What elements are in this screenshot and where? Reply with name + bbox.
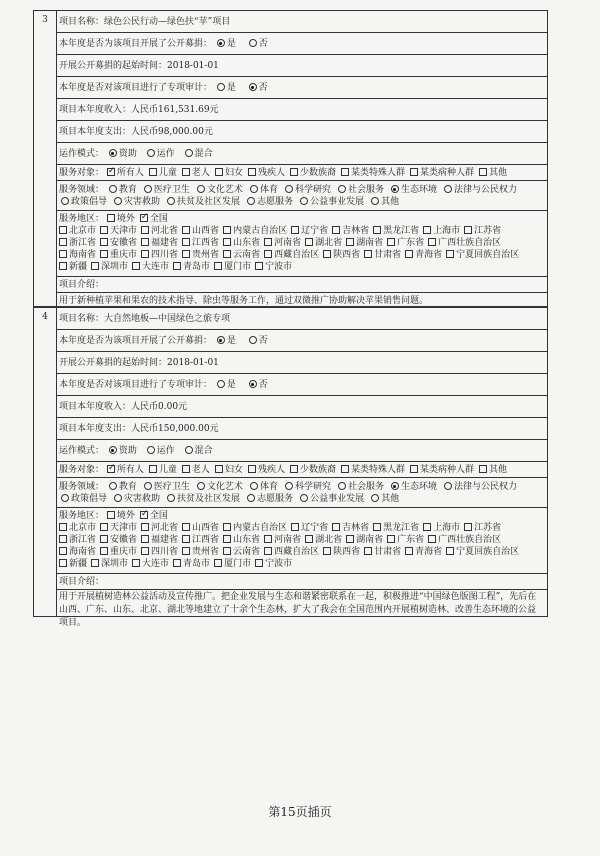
province-checkbox[interactable] bbox=[59, 262, 67, 270]
target-checkbox[interactable] bbox=[341, 465, 349, 473]
field-radio[interactable] bbox=[444, 482, 452, 490]
province-checkbox[interactable] bbox=[132, 262, 140, 270]
province-checkbox[interactable] bbox=[59, 535, 67, 543]
province-checkbox[interactable] bbox=[446, 250, 454, 258]
field-radio[interactable] bbox=[109, 185, 117, 193]
target-checkbox[interactable] bbox=[107, 168, 115, 176]
fundraise-yes-radio[interactable] bbox=[217, 39, 225, 47]
mode-operate-radio[interactable] bbox=[147, 446, 155, 454]
province-checkbox[interactable] bbox=[182, 535, 190, 543]
province-checkbox[interactable] bbox=[346, 535, 354, 543]
province-checkbox[interactable] bbox=[182, 226, 190, 234]
target-checkbox[interactable] bbox=[341, 168, 349, 176]
province-checkbox[interactable] bbox=[182, 547, 190, 555]
region-national-checkbox[interactable] bbox=[140, 214, 148, 222]
expense-row: 项目本年度支出：人民币98,000.00元 bbox=[56, 121, 547, 143]
target-checkbox[interactable] bbox=[149, 168, 157, 176]
field-radio[interactable] bbox=[109, 482, 117, 490]
province-checkbox[interactable] bbox=[132, 559, 140, 567]
province-checkbox[interactable] bbox=[182, 250, 190, 258]
province-checkbox[interactable] bbox=[423, 226, 431, 234]
target-checkbox[interactable] bbox=[215, 465, 223, 473]
province-checkbox[interactable] bbox=[323, 250, 331, 258]
intro-row bbox=[56, 293, 547, 308]
target-checkbox[interactable] bbox=[248, 465, 256, 473]
target-checkbox[interactable] bbox=[479, 168, 487, 176]
province-checkbox[interactable] bbox=[59, 238, 67, 246]
province-checkbox[interactable] bbox=[182, 238, 190, 246]
province-checkbox[interactable] bbox=[141, 250, 149, 258]
audit-no-radio[interactable] bbox=[249, 83, 257, 91]
expense-row: 项目本年度支出：人民币150,000.00元 bbox=[56, 418, 547, 440]
project-number: 3 bbox=[42, 15, 48, 25]
province-checkbox[interactable] bbox=[264, 250, 272, 258]
target-checkbox[interactable] bbox=[479, 465, 487, 473]
province-checkbox[interactable] bbox=[100, 238, 108, 246]
province-grid: 北京市 天津市 河北省 山西省 内蒙古自治区 辽宁省 吉林省 黑龙江省 上海市 江苏省 浙江省 安徽省 福建省 江西省 山东省 河南省 湖北省 湖南省 广东省 广西壮族自治区 海南省 重庆市 四川省 贵州省 云南省 西藏自治区 陕西省 甘肃省 青海省 宁夏回族自治区 新疆 深圳市 大连市 青岛市 厦门市 宁波市 bbox=[59, 522, 544, 570]
field-radio[interactable] bbox=[391, 482, 399, 490]
province-checkbox[interactable] bbox=[428, 238, 436, 246]
page-footer: 第15页插页 bbox=[268, 805, 332, 819]
province-checkbox[interactable] bbox=[59, 226, 67, 234]
province-checkbox[interactable] bbox=[100, 250, 108, 258]
field-radio[interactable] bbox=[285, 482, 293, 490]
province-checkbox[interactable] bbox=[364, 250, 372, 258]
project-block bbox=[33, 10, 548, 307]
province-checkbox[interactable] bbox=[91, 262, 99, 270]
fundraise-start-row: 开展公开募捐的起始时间：2018-01-01 bbox=[56, 352, 547, 374]
field-radio[interactable] bbox=[338, 482, 346, 490]
field-radio[interactable] bbox=[250, 482, 258, 490]
province-checkbox[interactable] bbox=[223, 226, 231, 234]
region-row: 服务地区： 境外✓ 全国 北京市 天津市 河北省 山西省 内蒙古自治区 辽宁省 吉林省 黑龙江省 上海市 江苏省 浙江省 安徽省 福建省 江西省 山东省 河南省 湖北省 湖南省 广东省 广西壮族自治区 海南省 重庆市 四川省 贵州省 云南省 西藏自治区 陕西省 甘肃省 青海省 宁夏回族自治区 新疆 深圳市 大连市 青岛市 厦门市 宁波市 bbox=[56, 211, 547, 277]
province-checkbox[interactable] bbox=[91, 559, 99, 567]
field-radio[interactable] bbox=[114, 197, 122, 205]
report-sheet bbox=[33, 10, 548, 770]
province-checkbox[interactable] bbox=[100, 547, 108, 555]
province-checkbox[interactable] bbox=[173, 262, 181, 270]
province-checkbox[interactable] bbox=[364, 547, 372, 555]
target-checkbox[interactable] bbox=[107, 465, 115, 473]
province-checkbox[interactable] bbox=[291, 523, 299, 531]
project-intro: 用于开展植树造林公益活动及宣传推广。把企业发展与生态和谐紧密联系在一起，积极推进“中国绿色版图工程”，先后在山西、广东、山东、北京、湖北等地建立了十余个生态林，扩大了我会在全国范围内开展植树造林、改善生态环境的公益项目。 bbox=[59, 592, 537, 628]
target-checkbox[interactable] bbox=[290, 465, 298, 473]
fundraise-start-date: 2018-01-01 bbox=[167, 358, 219, 368]
audit-row: 本年度是否对该项目进行了专项审计： 是 否 bbox=[56, 374, 547, 396]
field-radio[interactable] bbox=[61, 197, 69, 205]
income-value: 0.00元 bbox=[158, 402, 188, 412]
province-checkbox[interactable] bbox=[182, 523, 190, 531]
province-checkbox[interactable] bbox=[332, 226, 340, 234]
province-checkbox[interactable] bbox=[405, 250, 413, 258]
project-block bbox=[33, 307, 548, 628]
field-radio[interactable] bbox=[247, 197, 255, 205]
province-checkbox[interactable] bbox=[141, 523, 149, 531]
field-radio[interactable] bbox=[300, 197, 308, 205]
target-checkbox[interactable] bbox=[149, 465, 157, 473]
province-checkbox[interactable] bbox=[223, 547, 231, 555]
target-checkbox[interactable] bbox=[248, 168, 256, 176]
mode-funding-radio[interactable] bbox=[109, 446, 117, 454]
province-checkbox[interactable] bbox=[59, 523, 67, 531]
field-radio[interactable] bbox=[197, 482, 205, 490]
income-row: 项目本年度收入：人民币161,531.69元 bbox=[56, 99, 547, 121]
province-checkbox[interactable] bbox=[141, 238, 149, 246]
fundraise-yes-radio[interactable] bbox=[217, 336, 225, 344]
target-checkbox[interactable] bbox=[410, 465, 418, 473]
field-radio[interactable] bbox=[444, 185, 452, 193]
province-checkbox[interactable] bbox=[59, 250, 67, 258]
intro-row bbox=[56, 590, 547, 628]
audit-yes-radio[interactable] bbox=[217, 83, 225, 91]
province-checkbox[interactable] bbox=[100, 226, 108, 234]
field-radio[interactable] bbox=[167, 494, 175, 502]
province-checkbox[interactable] bbox=[387, 238, 395, 246]
province-checkbox[interactable] bbox=[214, 262, 222, 270]
province-checkbox[interactable] bbox=[214, 559, 222, 567]
target-checkbox[interactable] bbox=[182, 168, 190, 176]
province-checkbox[interactable] bbox=[464, 523, 472, 531]
province-checkbox[interactable] bbox=[423, 523, 431, 531]
field-row: 服务领域： 教育 医疗卫生 文化艺术 体育 科学研究 社会服务 生态环境 法律与公民权力 政策倡导 灾害救助 扶贫及社区发展 志愿服务 公益事业发展 其他 bbox=[56, 181, 547, 211]
province-checkbox[interactable] bbox=[223, 250, 231, 258]
target-checkbox[interactable] bbox=[215, 168, 223, 176]
region-overseas-checkbox[interactable] bbox=[107, 511, 115, 519]
field-radio[interactable] bbox=[61, 494, 69, 502]
province-checkbox[interactable] bbox=[141, 226, 149, 234]
province-checkbox[interactable] bbox=[264, 238, 272, 246]
mode-operate-radio[interactable] bbox=[147, 149, 155, 157]
province-checkbox[interactable] bbox=[291, 226, 299, 234]
province-checkbox[interactable] bbox=[141, 547, 149, 555]
field-radio[interactable] bbox=[391, 185, 399, 193]
region-row: 服务地区： 境外✓ 全国 北京市 天津市 河北省 山西省 内蒙古自治区 辽宁省 吉林省 黑龙江省 上海市 江苏省 浙江省 安徽省 福建省 江西省 山东省 河南省 湖北省 湖南省 广东省 广西壮族自治区 海南省 重庆市 四川省 贵州省 云南省 西藏自治区 陕西省 甘肃省 青海省 宁夏回族自治区 新疆 深圳市 大连市 青岛市 厦门市 宁波市 bbox=[56, 508, 547, 574]
fundraise-row: 本年度是否为该项目开展了公开募捐： 是 否 bbox=[56, 33, 547, 55]
mode-funding-radio[interactable] bbox=[109, 149, 117, 157]
province-checkbox[interactable] bbox=[264, 535, 272, 543]
target-checkbox[interactable] bbox=[182, 465, 190, 473]
project-name-row: 项目名称：绿色公民行动—绿色扶“苹”项目 bbox=[56, 11, 547, 33]
province-checkbox[interactable] bbox=[323, 547, 331, 555]
project-name-row: 项目名称：大自然地板—中国绿色之旅专项 bbox=[56, 308, 547, 330]
province-checkbox[interactable] bbox=[446, 547, 454, 555]
fundraise-start-row: 开展公开募捐的起始时间：2018-01-01 bbox=[56, 55, 547, 77]
target-checkbox[interactable] bbox=[290, 168, 298, 176]
province-checkbox[interactable] bbox=[223, 238, 231, 246]
province-checkbox[interactable] bbox=[373, 523, 381, 531]
mode-mixed-radio[interactable] bbox=[185, 149, 193, 157]
region-overseas-checkbox[interactable] bbox=[107, 214, 115, 222]
target-row: 服务对象： ✓ 所有人 儿童 老人 妇女 残疾人 少数族裔 某类特殊人群 某类病种人群 其他 bbox=[56, 462, 547, 478]
province-checkbox[interactable] bbox=[100, 535, 108, 543]
expense-value: 98,000.00元 bbox=[158, 127, 213, 137]
province-checkbox[interactable] bbox=[373, 226, 381, 234]
field-radio[interactable] bbox=[144, 185, 152, 193]
province-grid: 北京市 天津市 河北省 山西省 内蒙古自治区 辽宁省 吉林省 黑龙江省 上海市 江苏省 浙江省 安徽省 福建省 江西省 山东省 河南省 湖北省 湖南省 广东省 广西壮族自治区 海南省 重庆市 四川省 贵州省 云南省 西藏自治区 陕西省 甘肃省 青海省 宁夏回族自治区 新疆 深圳市 大连市 青岛市 厦门市 宁波市 bbox=[59, 225, 544, 273]
project-intro: 用于新种植苹果和果农的技术指导、除虫等服务工作，通过双微推广协助解决苹果销售问题。 bbox=[59, 296, 429, 306]
province-checkbox[interactable] bbox=[223, 523, 231, 531]
field-radio[interactable] bbox=[338, 185, 346, 193]
field-radio[interactable] bbox=[300, 494, 308, 502]
expense-value: 150,000.00元 bbox=[158, 424, 219, 434]
mode-mixed-radio[interactable] bbox=[185, 446, 193, 454]
audit-row: 本年度是否对该项目进行了专项审计： 是 否 bbox=[56, 77, 547, 99]
target-row: 服务对象： ✓ 所有人 儿童 老人 妇女 残疾人 少数族裔 某类特殊人群 某类病种人群 其他 bbox=[56, 165, 547, 181]
project-name: 绿色公民行动—绿色扶“苹”项目 bbox=[104, 17, 231, 27]
province-checkbox[interactable] bbox=[255, 559, 263, 567]
province-checkbox[interactable] bbox=[387, 535, 395, 543]
field-radio[interactable] bbox=[250, 185, 258, 193]
province-checkbox[interactable] bbox=[141, 535, 149, 543]
field-radio[interactable] bbox=[285, 185, 293, 193]
province-checkbox[interactable] bbox=[428, 535, 436, 543]
income-value: 161,531.69元 bbox=[158, 105, 219, 115]
province-checkbox[interactable] bbox=[346, 238, 354, 246]
field-radio[interactable] bbox=[371, 197, 379, 205]
income-row: 项目本年度收入：人民币0.00元 bbox=[56, 396, 547, 418]
province-checkbox[interactable] bbox=[305, 238, 313, 246]
region-national-checkbox[interactable] bbox=[140, 511, 148, 519]
field-row: 服务领域： 教育 医疗卫生 文化艺术 体育 科学研究 社会服务 生态环境 法律与公民权力 政策倡导 灾害救助 扶贫及社区发展 志愿服务 公益事业发展 其他 bbox=[56, 478, 547, 508]
province-checkbox[interactable] bbox=[100, 523, 108, 531]
field-radio[interactable] bbox=[114, 494, 122, 502]
audit-yes-radio[interactable] bbox=[217, 380, 225, 388]
province-checkbox[interactable] bbox=[59, 559, 67, 567]
fundraise-no-radio[interactable] bbox=[249, 336, 257, 344]
province-checkbox[interactable] bbox=[405, 547, 413, 555]
province-checkbox[interactable] bbox=[264, 547, 272, 555]
mode-row: 运作模式： 资助 运作 混合 bbox=[56, 440, 547, 462]
target-checkbox[interactable] bbox=[410, 168, 418, 176]
fundraise-row: 本年度是否为该项目开展了公开募捐： 是 否 bbox=[56, 330, 547, 352]
province-checkbox[interactable] bbox=[305, 535, 313, 543]
fundraise-start-date: 2018-01-01 bbox=[167, 61, 219, 71]
intro-label-row: 项目介绍： bbox=[56, 277, 547, 293]
field-radio[interactable] bbox=[197, 185, 205, 193]
project-number: 4 bbox=[42, 312, 48, 322]
field-radio[interactable] bbox=[247, 494, 255, 502]
province-checkbox[interactable] bbox=[332, 523, 340, 531]
field-radio[interactable] bbox=[144, 482, 152, 490]
field-radio[interactable] bbox=[371, 494, 379, 502]
project-name: 大自然地板—中国绿色之旅专项 bbox=[104, 314, 231, 324]
intro-label-row: 项目介绍： bbox=[56, 574, 547, 590]
fundraise-no-radio[interactable] bbox=[249, 39, 257, 47]
province-checkbox[interactable] bbox=[59, 547, 67, 555]
mode-row: 运作模式： 资助 运作 混合 bbox=[56, 143, 547, 165]
province-checkbox[interactable] bbox=[223, 535, 231, 543]
province-checkbox[interactable] bbox=[464, 226, 472, 234]
audit-no-radio[interactable] bbox=[249, 380, 257, 388]
province-checkbox[interactable] bbox=[173, 559, 181, 567]
province-checkbox[interactable] bbox=[255, 262, 263, 270]
field-radio[interactable] bbox=[167, 197, 175, 205]
